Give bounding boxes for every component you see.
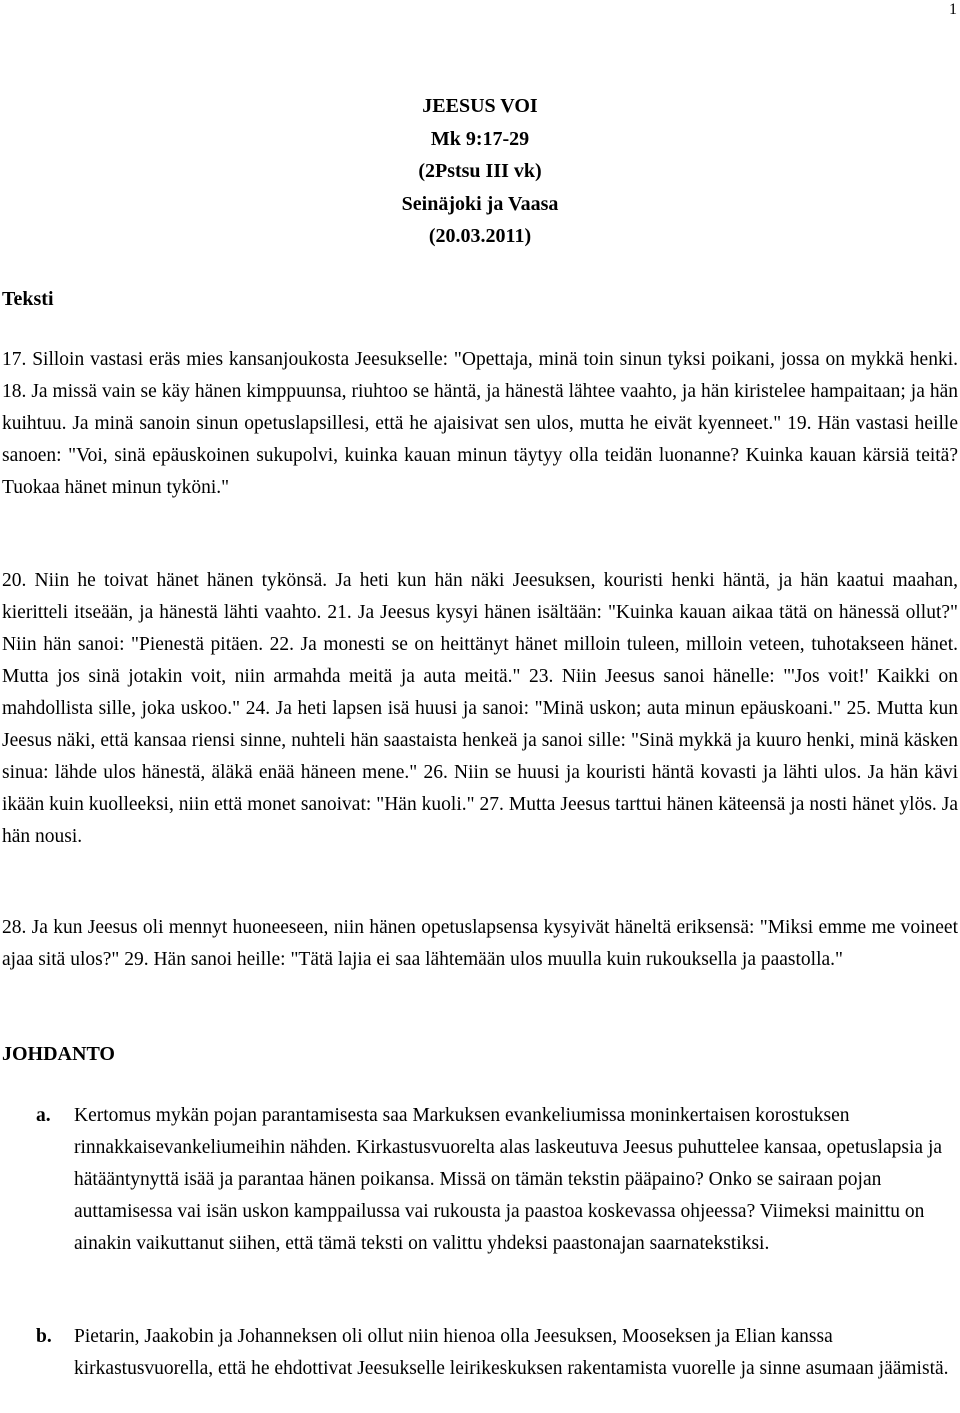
scripture-paragraph: 17. Silloin vastasi eräs mies kansanjoukosta Jeesukselle: "Opettaja, minä toin sinun tyksi poikani, jossa on mykkä henki. 18. Ja missä vain se käy hänen kimppuunsa, riuhtoo se häntä, ja hänestä lähtee vaahto, ja hän kiristelee hampaitaan; ja hän kuihtuu. Ja minä sanoin sinun opetuslapsillesi, että he ajaisivat sen ulos, mutta he eivät kyenneet." 19. Hän vastasi heille sanoen: "Voi, sinä epäuskoinen sukupolvi, kuinka kauan minun täytyy olla teidän luonanne? Kuinka kauan kärsiä teitä? Tuokaa hänet minun tyköni." bbox=[2, 349, 958, 498]
sermon-title-block bbox=[0, 90, 960, 253]
intro-list-item bbox=[36, 1100, 958, 1260]
intro-list-item bbox=[36, 1321, 958, 1385]
list-item-text: Kertomus mykän pojan parantamisesta saa Markuksen evankeliumissa moninkertaisen korostuksen rinnakkaisevankeliumeihin nähden. Kirkastusvuorelta alas laskeutuva Jeesus puhuttelee kansaa, opetuslapsia ja hätääntynyttä isää ja parantaa hänen poikansa. Missä on tämän tekstin pääpaino? Onko se sairaan pojan auttamisessa vai isän uskon kamppailussa vai rukousta ja paastoa koskevassa ohjeessa? Viimeksi mainittu on ainakin vaikuttanut siihen, että tämä teksti on valittu yhdeksi paastonajan saarnatekstiksi. bbox=[74, 1105, 943, 1254]
intro-section-heading: JOHDANTO bbox=[2, 1043, 115, 1065]
sermon-date: (20.03.2011) bbox=[428, 225, 532, 247]
list-item-text: Pietarin, Jaakobin ja Johanneksen oli ollut niin hienoa olla Jeesuksen, Mooseksen ja Elian kanssa kirkastusvuorella, että he ehdottivat Jeesukselle leirikeskuksen rakentamista vuorelle ja sinne asumaan jäämistä. bbox=[74, 1326, 949, 1379]
scripture-reference: Mk 9:17-29 bbox=[430, 127, 530, 150]
text-section-heading: Teksti bbox=[2, 288, 54, 310]
liturgical-day: (2Pstsu III vk) bbox=[418, 160, 542, 182]
sermon-location: Seinäjoki ja Vaasa bbox=[401, 192, 559, 215]
scripture-paragraph: 20. Niin he toivat hänet hänen tykönsä. Ja heti kun hän näki Jeesuksen, kouristi henki häntä, ja hän kaatui maahan, kieritteli itseään, ja hänestä lähti vaahto. 21. Ja Jeesus kysyi hänen isältään: "Kuinka kauan aikaa tätä on hänessä ollut?" Niin hän sanoi: "Pienestä pitäen. 22. Ja monesti se on heittänyt hänet milloin tuleen, milloin veteen, tuhotakseen hänet. Mutta jos sinä jotakin voit, niin armahda meitä ja auta meitä." 23. Niin Jeesus sanoi hänelle: "'Jos voit!' Kaikki on mahdollista sille, joka uskoo." 24. Ja heti lapsen isä huusi ja sanoi: "Minä uskon; auta minun epäuskoani." 25. Mutta kun Jeesus näki, että kansaa riensi sinne, nuhteli hän saastaista henkeä ja sanoi sille: "Sinä mykkä ja kuuro henki, minä käsken sinua: lähde ulos hänestä, äläkä enää häneen mene." 26. Niin se huusi ja kouristi häntä kovasti ja lähti ulos. Ja hän kävi ikään kuin kuolleeksi, niin että monet sanoivat: "Hän kuoli." 27. Mutta Jeesus tarttui hänen käteensä ja nosti hänet ylös. Ja hän nousi. bbox=[2, 570, 958, 847]
sermon-title: JEESUS VOI bbox=[422, 95, 538, 117]
scripture-paragraph: 28. Ja kun Jeesus oli mennyt huoneeseen, niin hänen opetuslapsensa kysyivät häneltä eriksensä: "Miksi emme me voineet ajaa sitä ulos?" 29. Hän sanoi heille: "Tätä lajia ei saa lähtemään ulos muulla kuin rukouksella ja paastolla." bbox=[2, 917, 958, 970]
page-number: 1 bbox=[949, 1, 957, 18]
list-item-marker: b. bbox=[36, 1326, 52, 1347]
list-item-marker: a. bbox=[36, 1105, 51, 1126]
